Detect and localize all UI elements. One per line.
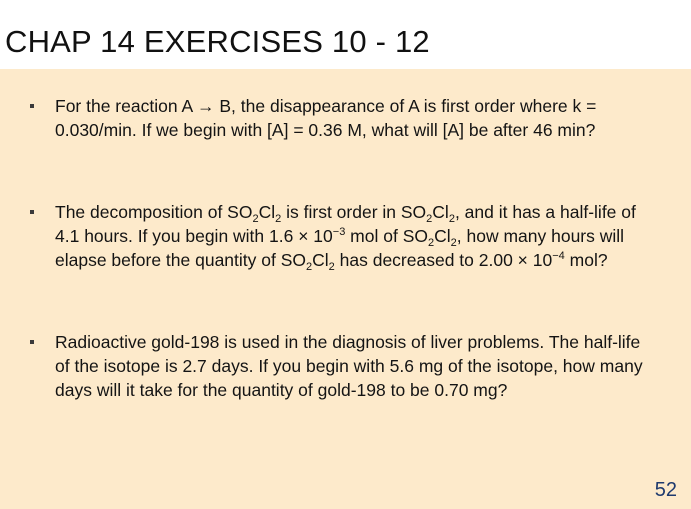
exercise-11 — [55, 200, 655, 272]
bullet-marker — [30, 104, 34, 108]
exercise-12-text: Radioactive gold-198 is used in the diagnosis of liver problems. The half-life of the isotope is 2.7 days. If you begin with 5.6 mg of the isotope, how many days will it take for the quantity of gold-198 to be 0.70 mg? — [55, 332, 643, 400]
bullet-marker — [30, 340, 34, 344]
slide-title: CHAP 14 EXERCISES 10 - 12 — [5, 24, 430, 59]
bullet-marker — [30, 210, 34, 214]
exercise-10-text: For the reaction A → B, the disappearance of A is first order where k = 0.030/min. If we begin with [A] = 0.36 M, what will [A] be after 46 min? — [55, 96, 597, 140]
exercise-11-text: The decomposition of $SO_2Cl_2$ is first order in $SO_2Cl_2$, and it has a half-life of 4.1 hours. If you begin with $1.6 \times 10^{-3}$ mol of $SO_2Cl_2$, how many hours will elapse before the quantity of $SO_2Cl_2$ has decreased to $2.00 \times 10^{-4}$ mol? — [55, 202, 636, 273]
page-number: 52 — [654, 479, 677, 501]
exercise-10 — [55, 94, 655, 142]
exercise-12 — [55, 330, 655, 402]
